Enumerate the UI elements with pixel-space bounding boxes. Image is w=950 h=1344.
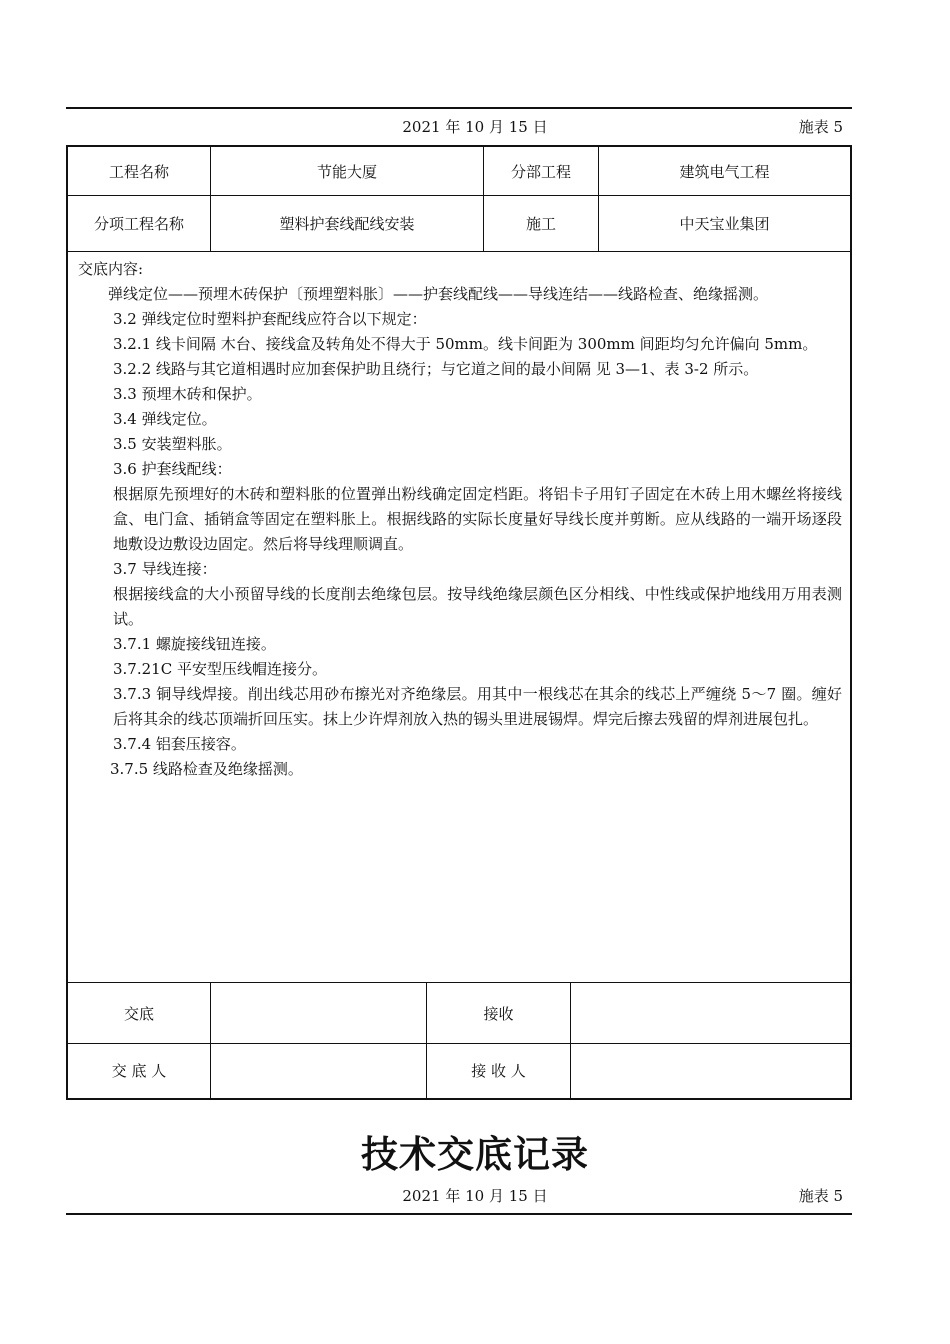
- info-row-subitem: [68, 195, 850, 252]
- value-discloser: [211, 1043, 427, 1098]
- label-construction: 施工: [484, 195, 599, 251]
- content-paragraph: 3.2.1 线卡间隔 木台、接线盒及转角处不得大于 50mm。线卡间距为 300mm 间距均匀允许偏向 5mm。: [113, 335, 818, 353]
- content-paragraph: 3.6 护套线配线：: [113, 460, 232, 478]
- label-receive: 接收: [427, 983, 571, 1043]
- content-paragraph: 3.3 预埋木砖和保护。: [113, 385, 262, 403]
- top-rule: [66, 107, 852, 109]
- value-construction: 中天宝业集团: [679, 214, 770, 233]
- content-paragraph: 3.7.21C 平安型压线帽连接分。: [113, 660, 327, 678]
- content-paragraph: 根据原先预埋好的木砖和塑料胀的位置弹出粉线确定固定档距。将铝卡子用钉子固定在木砖上用木螺丝将接线盒、电门盒、插销盒等固定在塑料胀上。根据线路的实际长度量好导线长度并剪断。应从线路的一端开场逐段地敷设边敷设边固定。然后将导线理顺调直。: [113, 485, 842, 553]
- content-paragraph: 3.7.5 线路检查及绝缘摇测。: [110, 760, 303, 778]
- label-discloser: 交 底 人: [68, 1043, 211, 1098]
- label-receiver: 接 收 人: [427, 1043, 571, 1098]
- info-row-project: [68, 147, 850, 196]
- value-disclose: [211, 983, 427, 1043]
- content-paragraph: 3.7.4 铝套压接容。: [113, 735, 246, 753]
- label-project-name: 工程名称: [68, 147, 211, 195]
- header-date: 2021 年 10 月 15 日: [402, 118, 548, 136]
- header-form-number: 施表 5: [798, 118, 843, 136]
- value-receiver: [571, 1043, 850, 1098]
- content-paragraph: 3.2 弹线定位时塑料护套配线应符合以下规定：: [113, 310, 427, 328]
- label-division: 分部工程: [484, 147, 599, 195]
- sign-row-disclose: [68, 983, 850, 1044]
- label-disclose: 交底: [68, 983, 211, 1043]
- content-paragraph: 3.7.1 螺旋接线钮连接。: [113, 635, 276, 653]
- value-division: 建筑电气工程: [679, 162, 770, 181]
- bottom-rule: [66, 1213, 852, 1215]
- content-paragraph: 3.7.3 铜导线焊接。削出线芯用砂布擦光对齐绝缘层。用其中一根线芯在其余的线芯上严缠绕 5～7 圈。缠好后将其余的线芯顶端折回压实。抹上少许焊剂放入热的锡头里进展锡焊。焊完后擦去残留的焊剂进展包扎。: [113, 685, 842, 728]
- sign-row-persons: [68, 1043, 850, 1098]
- disclosure-form: [66, 145, 852, 1100]
- content-paragraph: 3.2.2 线路与其它道相遇时应加套保护助且绕行；与它道之间的最小间隔 见 3—1、表 3-2 所示。: [113, 360, 759, 378]
- content-paragraph: 3.5 安装塑料胀。: [113, 435, 232, 453]
- page-title: 技术交底记录: [361, 1133, 589, 1176]
- value-receive: [571, 983, 850, 1043]
- content-paragraph: 3.4 弹线定位。: [113, 410, 217, 428]
- disclosure-content: [68, 251, 850, 983]
- content-paragraph: 弹线定位——预埋木砖保护〔预埋塑料胀〕——护套线配线——导线连结——线路检查、绝缘摇测。: [108, 285, 769, 303]
- content-paragraph: 根据接线盒的大小预留导线的长度削去绝缘包层。按导线绝缘层颜色区分相线、中性线或保护地线用万用表测试。: [113, 585, 842, 628]
- next-header-form-number: 施表 5: [798, 1187, 843, 1205]
- content-paragraph: 3.7 导线连接：: [113, 560, 217, 578]
- label-subitem-name: 分项工程名称: [68, 195, 211, 251]
- value-subitem-name: 塑料护套线配线安装: [211, 195, 484, 251]
- content-heading: 交底内容:: [78, 260, 144, 278]
- value-project-name: 节能大厦: [211, 147, 484, 195]
- next-header-date: 2021 年 10 月 15 日: [402, 1187, 548, 1205]
